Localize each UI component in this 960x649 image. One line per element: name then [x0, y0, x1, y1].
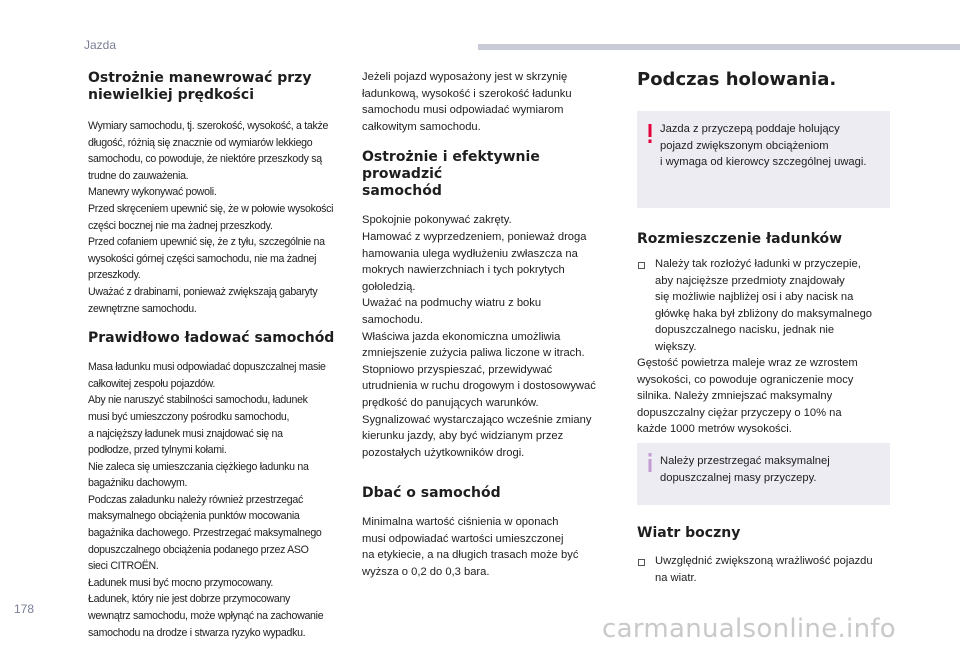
page-number: 178: [14, 602, 35, 616]
heading-loading: Prawidłowo ładować samochód: [88, 330, 335, 347]
info-box: [637, 443, 890, 505]
heading-maneuver: Ostrożnie manewrować przy niewielkiej prędkości: [88, 70, 312, 103]
paragraph-efficient: Spokojnie pokonywać zakręty. Hamować z wyprzedzeniem, ponieważ droga hamowania ulega wydłużeniu zwłaszcza na mokrych nawierzchniach i tych pokrytych gołoledzią. Uważać na podmuchy wiatru z boku samochodu. Właściwa jazda ekonomiczna umożliwia zmniejszenie zużycia paliwa liczone w itrach. Stopniowo przyspieszać, przewidywać utrudnienia w ruchu drogowym i dostosowywać prędkość do panujących warunków. Sygnalizować wystarczająco wcześnie zmiany kierunku jazdy, aby być widzianym przez pozostałych użytkowników drogi.: [362, 214, 596, 459]
heading-distribution: Rozmieszczenie ładunków: [637, 231, 843, 247]
heading-wind: Wiatr boczny: [637, 525, 741, 541]
section-label: Jazda: [84, 38, 117, 52]
bullet-square-icon: [638, 262, 645, 269]
bullet-wind: Uwzględnić zwiększoną wrażliwość pojazdu na wiatr.: [655, 555, 873, 584]
heading-towing: Podczas holowania.: [637, 69, 837, 90]
warning-icon: [648, 124, 652, 143]
info-icon: [648, 453, 652, 472]
paragraph-care: Minimalna wartość ciśnienia w oponach musi odpowiadać wartości umieszczonej na etykiecie, a na długich trasach może być wyższa o 0,2 do 0,3 bara.: [362, 516, 579, 579]
info-text: Należy przestrzegać maksymalnej dopuszczalnej masy przyczepy.: [660, 455, 830, 484]
column-1: [88, 70, 350, 641]
paragraph-gearbox: Jeżeli pojazd wyposażony jest w skrzynię ładunkową, wysokość i szerokość ładunku samochodu musi odpowiadać wymiarom całkowitym samochodu.: [362, 71, 572, 133]
paragraph-loading: Masa ładunku musi odpowiadać dopuszczalnej masie całkowitej zespołu pojazdów. Aby nie naruszyć stabilności samochodu, ładunek musi być umieszczony pośrodku samochodu, a najcięższy ładunek musi znajdować się na podłodze, przed tylnymi kołami. Nie zaleca się umieszczania ciężkiego ładunku na bagażniku dachowym. Podczas załadunku należy również przestrzegać maksymalnego obciążenia punktów mocowania bagażnika dachowego. Przestrzegać maksymalnego dopuszczalnego obciążenia podanego przez ASO sieci CITROËN. Ładunek musi być mocno przymocowany. Ładunek, który nie jest dobrze przymocowany wewnątrz samochodu, może wpłynąć na zachowanie samochodu na drodze i stwarza ryzyko wypadku.: [88, 361, 326, 639]
bullet-square-icon: [638, 559, 645, 566]
paragraph-density: Gęstość powietrza maleje wraz ze wzrostem wysokości, co powoduje ograniczenie mocy silnika. Należy zmniejszać maksymalny dopuszczalny ciężar przyczepy o 10% na każde 1000 metrów wysokości.: [637, 357, 858, 436]
paragraph-maneuver: Wymiary samochodu, tj. szerokość, wysokość, a także długość, różnią się znacznie od wymiarów lekkiego samochodu, co powoduje, że niektóre przeszkody są trudne do zauważenia. Manewry wykonywać powoli. Przed skręceniem upewnić się, że w połowie wysokości części bocznej nie ma żadnej przeszkody. Przed cofaniem upewnić się, że z tyłu, szczególnie na wysokości górnej części samochodu, nie ma żadnej przeszkody. Uważać z drabinami, ponieważ zwiększają gabaryty zewnętrzne samochodu.: [88, 120, 334, 315]
heading-care: Dbać o samochód: [362, 485, 501, 502]
heading-efficient: Ostrożnie i efektywnie prowadzić samochód: [362, 149, 540, 200]
header-bar: [478, 44, 960, 50]
watermark: carmanualsonline.info: [602, 614, 897, 644]
bullet-distribution: Należy tak rozłożyć ładunki w przyczepie, aby najcięższe przedmioty znajdowały się możliwie najbliżej osi i aby nacisk na główkę haka był zbliżony do maksymalnego dopuszczalnego nacisku, jednak nie większy.: [655, 258, 873, 353]
warning-text: Jazda z przyczepą poddaje holujący pojazd zwiększonym obciążeniom i wymaga od kierowcy szczególnej uwagi.: [660, 123, 867, 169]
warning-box: [637, 111, 890, 208]
column-2: [362, 69, 612, 581]
